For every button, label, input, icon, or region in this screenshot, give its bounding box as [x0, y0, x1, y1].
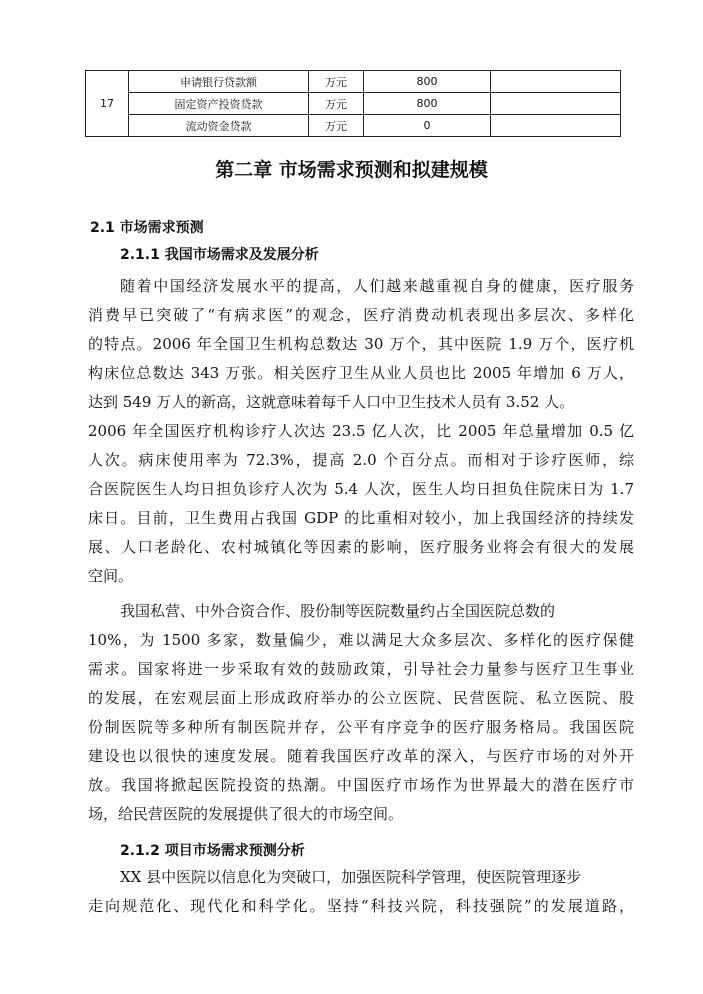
paragraph-market-demand	[88, 272, 634, 591]
loan-table	[85, 70, 621, 137]
text-line: 床日。目前，卫生费用占我国 GDP 的比重相对较小，加上我国经济的持续发	[88, 509, 634, 527]
value-cell: 0	[364, 115, 491, 137]
text-line: 构床位总数达 343 万张。相关医疗卫生从业人员也比 2005 年增加 6 万人，	[88, 364, 634, 382]
table-row	[86, 115, 621, 137]
text-line: 的特点。2006 年全国卫生机构总数达 30 万个，其中医院 1.9 万个，医疗机	[88, 335, 634, 353]
text-line: 放。我国将掀起医院投资的热潮。中国医疗市场作为世界最大的潜在医疗市	[88, 776, 634, 794]
text-line: 人次。病床使用率为 72.3%，提高 2.0 个百分点。而相对于诊疗医师，综	[88, 451, 634, 469]
note-cell	[491, 115, 621, 137]
text-line: 2006 年全国医疗机构诊疗人次达 23.5 亿人次，比 2005 年总量增加 0.5 亿	[88, 422, 634, 440]
text-line: 建设也以很快的速度发展。随着我国医疗改革的深入，与医疗市场的对外开	[88, 747, 634, 765]
value-cell: 800	[364, 93, 491, 115]
note-cell	[491, 71, 621, 93]
item-name-cell: 固定资产投资贷款	[129, 93, 309, 115]
section-heading-2-1-2: 2.1.2 项目市场需求预测分析	[120, 843, 305, 859]
chapter-title: 第二章 市场需求预测和拟建规模	[215, 159, 488, 181]
text-line: 我国私营、中外合资合作、股份制等医院数量约占全国医院总数的	[120, 602, 556, 620]
unit-cell: 万元	[309, 115, 364, 137]
text-line: 合医院医生人均日担负诊疗人次为 5.4 人次，医生人均日担负住院床日为 1.7	[88, 480, 634, 498]
row-number-cell: 17	[86, 71, 129, 137]
text-line: 需求。国家将进一步采取有效的鼓励政策，引导社会力量参与医疗卫生事业	[88, 660, 634, 678]
text-line: 达到 549 万人的新高，这就意味着每千人口中卫生技术人员有 3.52 人。	[88, 393, 575, 411]
section-heading-2-1-1: 2.1.1 我国市场需求及发展分析	[120, 247, 319, 263]
unit-cell: 万元	[309, 93, 364, 115]
text-line: 消费早已突破了“有病求医”的观念，医疗消费动机表现出多层次、多样化	[88, 306, 634, 324]
text-line: 份制医院等多种所有制医院并存，公平有序竞争的医疗服务格局。我国医院	[88, 718, 634, 736]
section-heading-2-1: 2.1 市场需求预测	[90, 220, 204, 236]
text-line: 场，给民营医院的发展提供了很大的市场空间。	[88, 805, 404, 823]
value-cell: 800	[364, 71, 491, 93]
note-cell	[491, 93, 621, 115]
paragraph-private-hospitals	[88, 597, 634, 829]
text-line: 10%，为 1500 多家，数量偏少，难以满足大众多层次、多样化的医疗保健	[88, 631, 634, 649]
item-name-cell: 申请银行贷款额	[129, 71, 309, 93]
item-name-cell: 流动资金贷款	[129, 115, 309, 137]
text-line: 走向规范化、现代化和科学化。坚持“科技兴院，科技强院”的发展道路，	[88, 897, 634, 915]
text-line: 空间。	[88, 567, 134, 585]
text-line: XX 县中医院以信息化为突破口，加强医院科学管理，使医院管理逐步	[120, 868, 582, 886]
text-line: 展、人口老龄化、农村城镇化等因素的影响，医疗服务业将会有很大的发展	[88, 538, 634, 556]
text-line: 的发展，在宏观层面上形成政府举办的公立医院、民营医院、私立医院、股	[88, 689, 634, 707]
text-line: 随着中国经济发展水平的提高，人们越来越重视自身的健康，医疗服务	[120, 277, 634, 295]
unit-cell: 万元	[309, 71, 364, 93]
table-row	[86, 71, 621, 93]
paragraph-project-demand	[88, 863, 634, 921]
table-row	[86, 93, 621, 115]
